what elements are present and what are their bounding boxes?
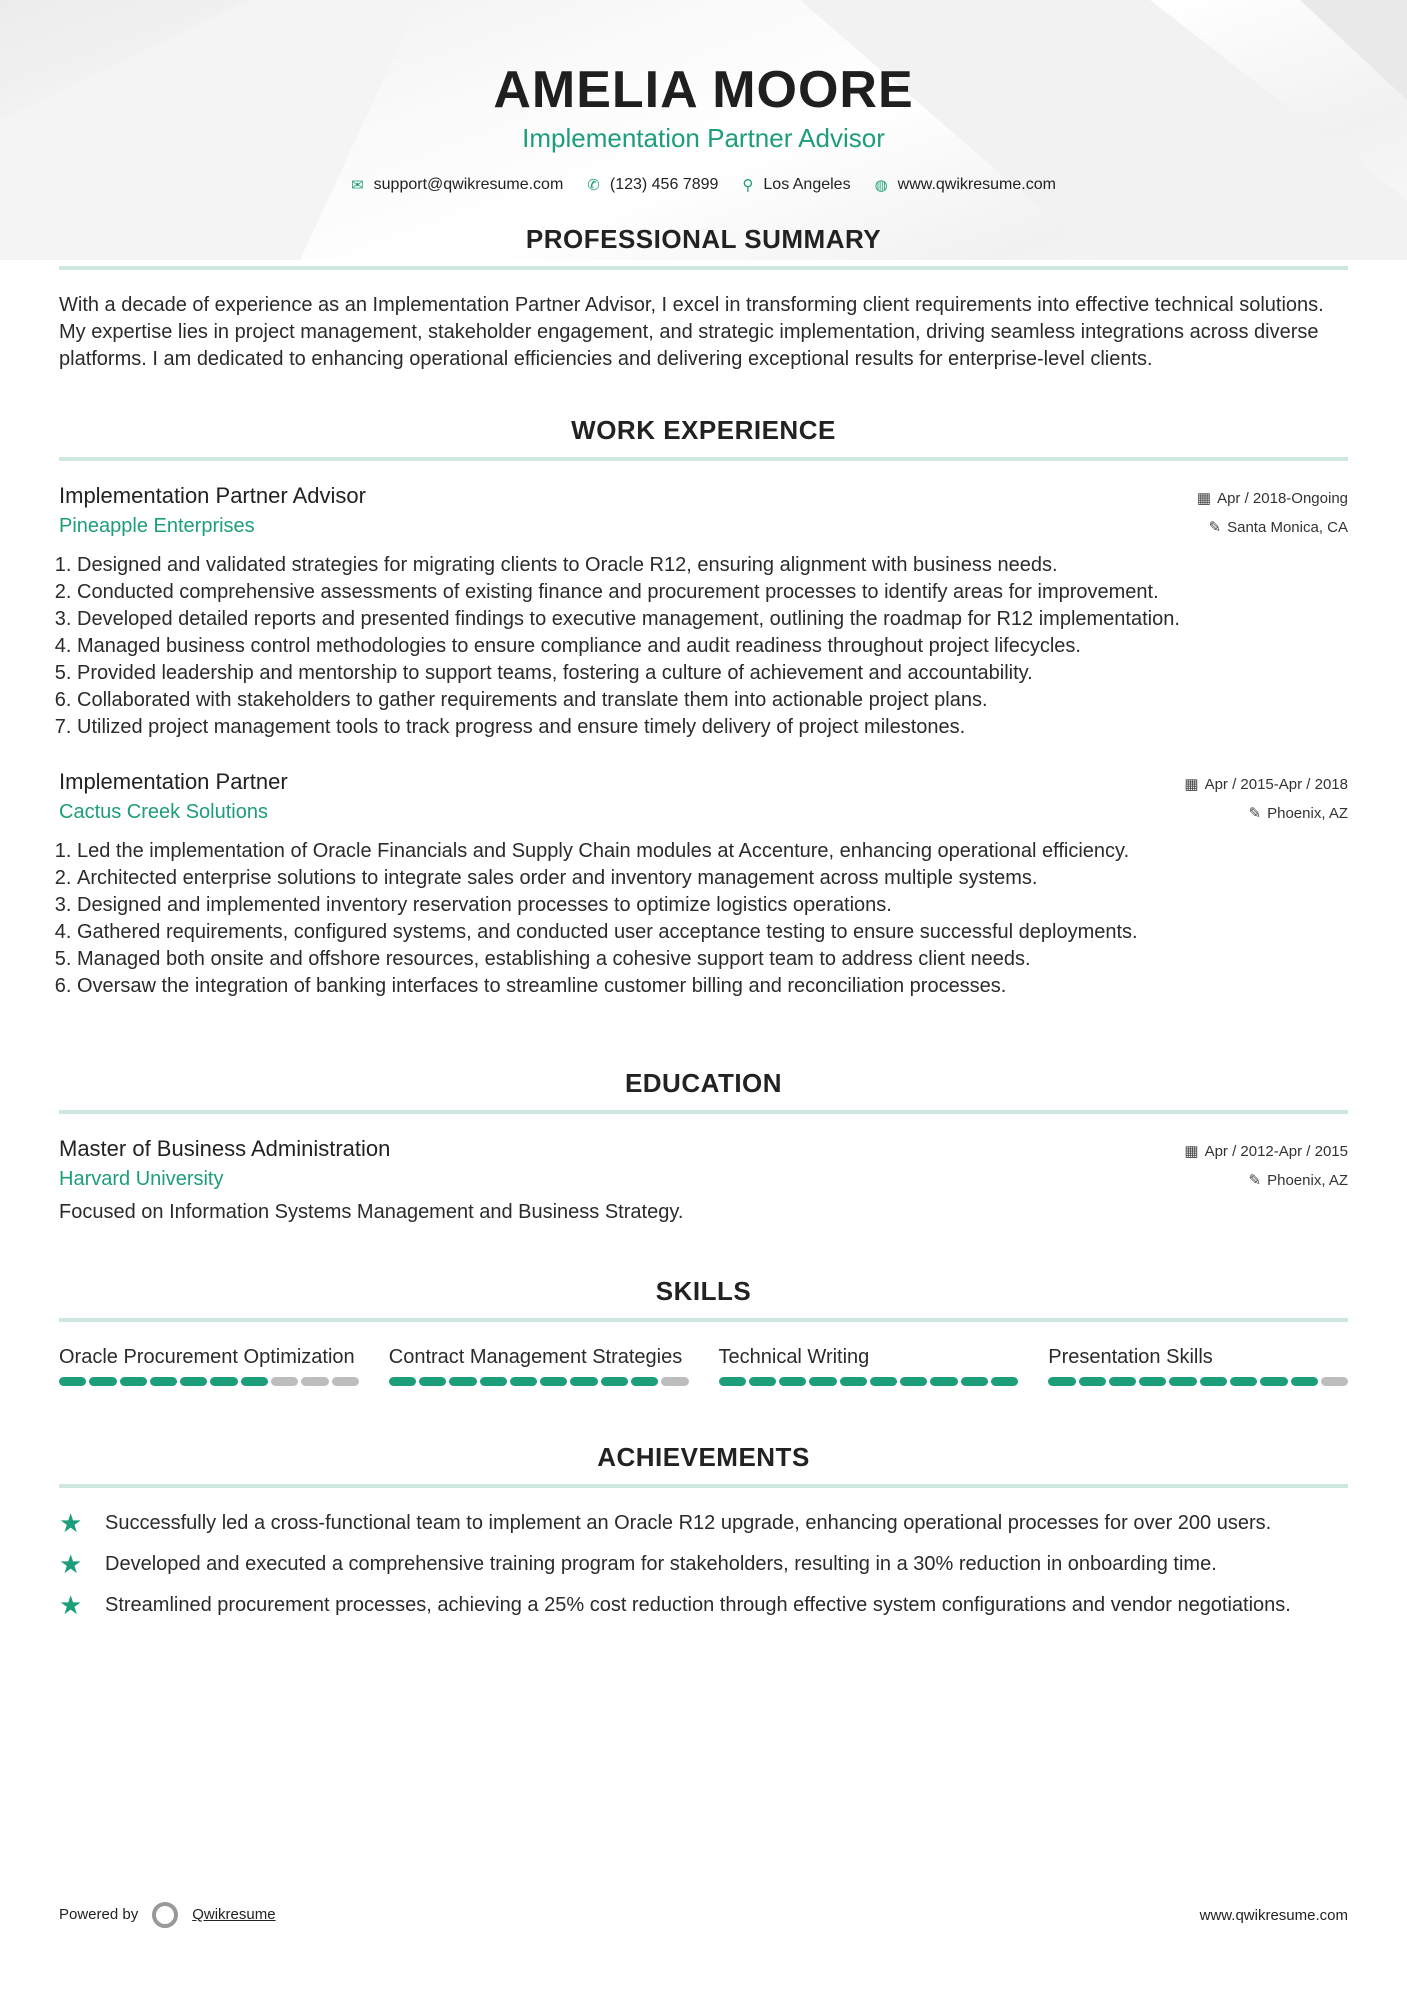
skill-level-dot	[840, 1377, 867, 1386]
job-bullet: 5. Managed both onsite and offshore resources, establishing a cohesive support team to address client needs.	[77, 946, 1348, 973]
job-bullet: 7. Utilized project management tools to track progress and ensure timely delivery of project milestones.	[77, 714, 1348, 741]
job-bullet: 4. Gathered requirements, configured systems, and conducted user acceptance testing to ensure successful deployments.	[77, 919, 1348, 946]
skill-level-dot	[601, 1377, 628, 1386]
divider	[59, 457, 1348, 461]
skill-level-dot	[332, 1377, 359, 1386]
skill-level-dot	[1260, 1377, 1287, 1386]
calendar-icon: ▦	[1184, 776, 1199, 793]
achievement-item	[59, 1510, 1348, 1537]
skill-level-dot	[389, 1377, 416, 1386]
skill-name: Contract Management Strategies	[388, 1346, 683, 1368]
skill-level-dot	[961, 1377, 988, 1386]
job-bullet: 1. Designed and validated strategies for migrating clients to Oracle R12, ensuring alignment with business needs.	[77, 552, 1348, 579]
skill-item	[59, 1344, 359, 1386]
skill-level-dot	[59, 1377, 86, 1386]
skill-level-dot	[301, 1377, 328, 1386]
job-bullet: 6. Collaborated with stakeholders to gather requirements and translate them into actionable project plans.	[77, 687, 1348, 714]
job-bullets	[59, 552, 1348, 741]
summary-section	[59, 222, 1348, 373]
phone-icon: ✆	[587, 177, 600, 194]
pin-icon: ✎	[1248, 1172, 1262, 1189]
skill-level-dot	[991, 1377, 1018, 1386]
section-heading: ACHIEVEMENTS	[597, 1442, 810, 1472]
achievement-text: Streamlined procurement processes, achieving a 25% cost reduction through effective system configurations and vendor negotiations.	[105, 1594, 1291, 1616]
email[interactable]: support@qwikresume.com	[373, 176, 564, 193]
achievement-item	[59, 1592, 1348, 1619]
skill-level-dot	[930, 1377, 957, 1386]
section-heading: WORK EXPERIENCE	[571, 415, 836, 445]
skill-name: Oracle Procurement Optimization	[59, 1346, 355, 1368]
skill-level-dot	[809, 1377, 836, 1386]
skill-level-dot	[180, 1377, 207, 1386]
skill-level-dot	[719, 1377, 746, 1386]
job-date: Apr / 2018-Ongoing	[1217, 490, 1348, 507]
skill-level-dot	[150, 1377, 177, 1386]
skill-item	[1048, 1344, 1348, 1386]
job-bullets	[59, 838, 1348, 1000]
job-bullet: 5. Provided leadership and mentorship to support teams, fostering a culture of achievement and accountability.	[77, 660, 1348, 687]
section-heading: SKILLS	[655, 1276, 752, 1306]
skill-level-dot	[570, 1377, 597, 1386]
pin-icon: ✎	[1248, 805, 1262, 822]
summary-text: With a decade of experience as an Implementation Partner Advisor, I excel in transforming client requirements into effective technical solutions. My expertise lies in project management, stakeholder engagement, and strategic implementation, driving seamless integrations across diverse platforms. I am dedicated to enhancing operational efficiencies and delivering exceptional results for enterprise-level clients.	[59, 294, 1324, 370]
skill-level-dot	[1169, 1377, 1196, 1386]
powered-by-label: Powered by	[59, 1905, 139, 1923]
skill-level-dot	[900, 1377, 927, 1386]
skill-level-bar	[1048, 1377, 1348, 1386]
job-title: Implementation Partner	[59, 769, 288, 794]
job-bullet: 3. Designed and implemented inventory reservation processes to optimize logistics operations.	[77, 892, 1348, 919]
degree: Master of Business Administration	[59, 1136, 391, 1161]
job-bullet: 2. Architected enterprise solutions to integrate sales order and inventory management across multiple systems.	[77, 865, 1348, 892]
skill-level-dot	[480, 1377, 507, 1386]
star-icon: ★	[59, 1549, 83, 1579]
map-pin-icon: ⚲	[742, 177, 754, 194]
section-heading: PROFESSIONAL SUMMARY	[525, 224, 882, 254]
skill-level-bar	[389, 1377, 689, 1386]
qwikresume-logo-icon	[152, 1902, 178, 1928]
divider	[59, 266, 1348, 270]
job-entry	[59, 769, 1348, 1000]
job-entry	[59, 483, 1348, 741]
skill-level-bar	[719, 1377, 1019, 1386]
achievement-text: Developed and executed a comprehensive training program for stakeholders, resulting in a 30% reduction in onboarding time.	[105, 1553, 1217, 1575]
job-bullet: 1. Led the implementation of Oracle Financials and Supply Chain modules at Accenture, enhancing operational efficiency.	[77, 838, 1348, 865]
skill-item	[389, 1344, 689, 1386]
star-icon: ★	[59, 1508, 83, 1538]
section-heading: EDUCATION	[624, 1068, 783, 1098]
divider	[59, 1110, 1348, 1114]
skill-level-dot	[870, 1377, 897, 1386]
skill-level-bar	[59, 1377, 359, 1386]
achievement-text: Successfully led a cross-functional team to implement an Oracle R12 upgrade, enhancing operational processes for over 200 users.	[105, 1512, 1272, 1534]
education-date: Apr / 2012-Apr / 2015	[1204, 1143, 1348, 1160]
skills-section	[59, 1274, 1348, 1386]
job-bullet: 6. Oversaw the integration of banking interfaces to streamline customer billing and reconciliation processes.	[77, 973, 1348, 1000]
skill-item	[719, 1344, 1019, 1386]
skill-level-dot	[241, 1377, 268, 1386]
skill-level-dot	[1291, 1377, 1318, 1386]
divider	[59, 1318, 1348, 1322]
skill-level-dot	[89, 1377, 116, 1386]
skill-level-dot	[120, 1377, 147, 1386]
footer-website[interactable]: www.qwikresume.com	[1199, 1906, 1348, 1924]
skill-name: Presentation Skills	[1048, 1346, 1213, 1368]
brand-link[interactable]: Qwikresume	[192, 1905, 276, 1923]
job-bullet: 2. Conducted comprehensive assessments of existing finance and procurement processes to identify areas for improvement.	[77, 579, 1348, 606]
education-description: Focused on Information Systems Management and Business Strategy.	[59, 1201, 684, 1223]
contact-bar	[59, 176, 1348, 194]
skill-level-dot	[1230, 1377, 1257, 1386]
experience-section	[59, 413, 1348, 1000]
skill-level-dot	[1139, 1377, 1166, 1386]
website[interactable]: www.qwikresume.com	[897, 176, 1056, 193]
job-date: Apr / 2015-Apr / 2018	[1204, 776, 1348, 793]
skill-level-dot	[661, 1377, 688, 1386]
skill-level-dot	[449, 1377, 476, 1386]
location: Los Angeles	[763, 176, 851, 193]
company: Cactus Creek Solutions	[59, 801, 268, 823]
skill-level-dot	[210, 1377, 237, 1386]
skill-level-dot	[779, 1377, 806, 1386]
calendar-icon: ▦	[1196, 490, 1212, 507]
skill-level-dot	[271, 1377, 298, 1386]
skill-level-dot	[749, 1377, 776, 1386]
skill-level-dot	[1200, 1377, 1227, 1386]
envelope-icon: ✉	[351, 177, 364, 194]
job-location: Santa Monica, CA	[1227, 519, 1348, 536]
achievements-section	[59, 1440, 1348, 1619]
footer	[59, 1902, 1348, 1928]
job-bullet: 3. Developed detailed reports and presented findings to executive management, outlining the roadmap for R12 implementation.	[77, 606, 1348, 633]
skill-level-dot	[510, 1377, 537, 1386]
phone: (123) 456 7899	[609, 176, 719, 193]
achievement-item	[59, 1551, 1348, 1578]
skill-level-dot	[1321, 1377, 1348, 1386]
candidate-title: Implementation Partner Advisor	[522, 123, 885, 153]
pin-icon: ✎	[1208, 519, 1222, 536]
company: Pineapple Enterprises	[59, 515, 255, 537]
skill-level-dot	[419, 1377, 446, 1386]
education-section	[59, 1066, 1348, 1224]
job-bullet: 4. Managed business control methodologies to ensure compliance and audit readiness throughout project lifecycles.	[77, 633, 1348, 660]
job-location: Phoenix, AZ	[1267, 805, 1348, 822]
divider	[59, 1484, 1348, 1488]
skill-level-dot	[631, 1377, 658, 1386]
skill-level-dot	[540, 1377, 567, 1386]
globe-icon: ◍	[874, 177, 888, 194]
skill-level-dot	[1079, 1377, 1106, 1386]
skill-level-dot	[1048, 1377, 1075, 1386]
candidate-name: AMELIA MOORE	[493, 61, 914, 119]
skill-level-dot	[1109, 1377, 1136, 1386]
skill-name: Technical Writing	[718, 1346, 870, 1368]
star-icon: ★	[59, 1590, 83, 1620]
education-location: Phoenix, AZ	[1267, 1172, 1348, 1189]
job-title: Implementation Partner Advisor	[59, 483, 366, 508]
calendar-icon: ▦	[1184, 1143, 1199, 1160]
school: Harvard University	[59, 1168, 224, 1190]
